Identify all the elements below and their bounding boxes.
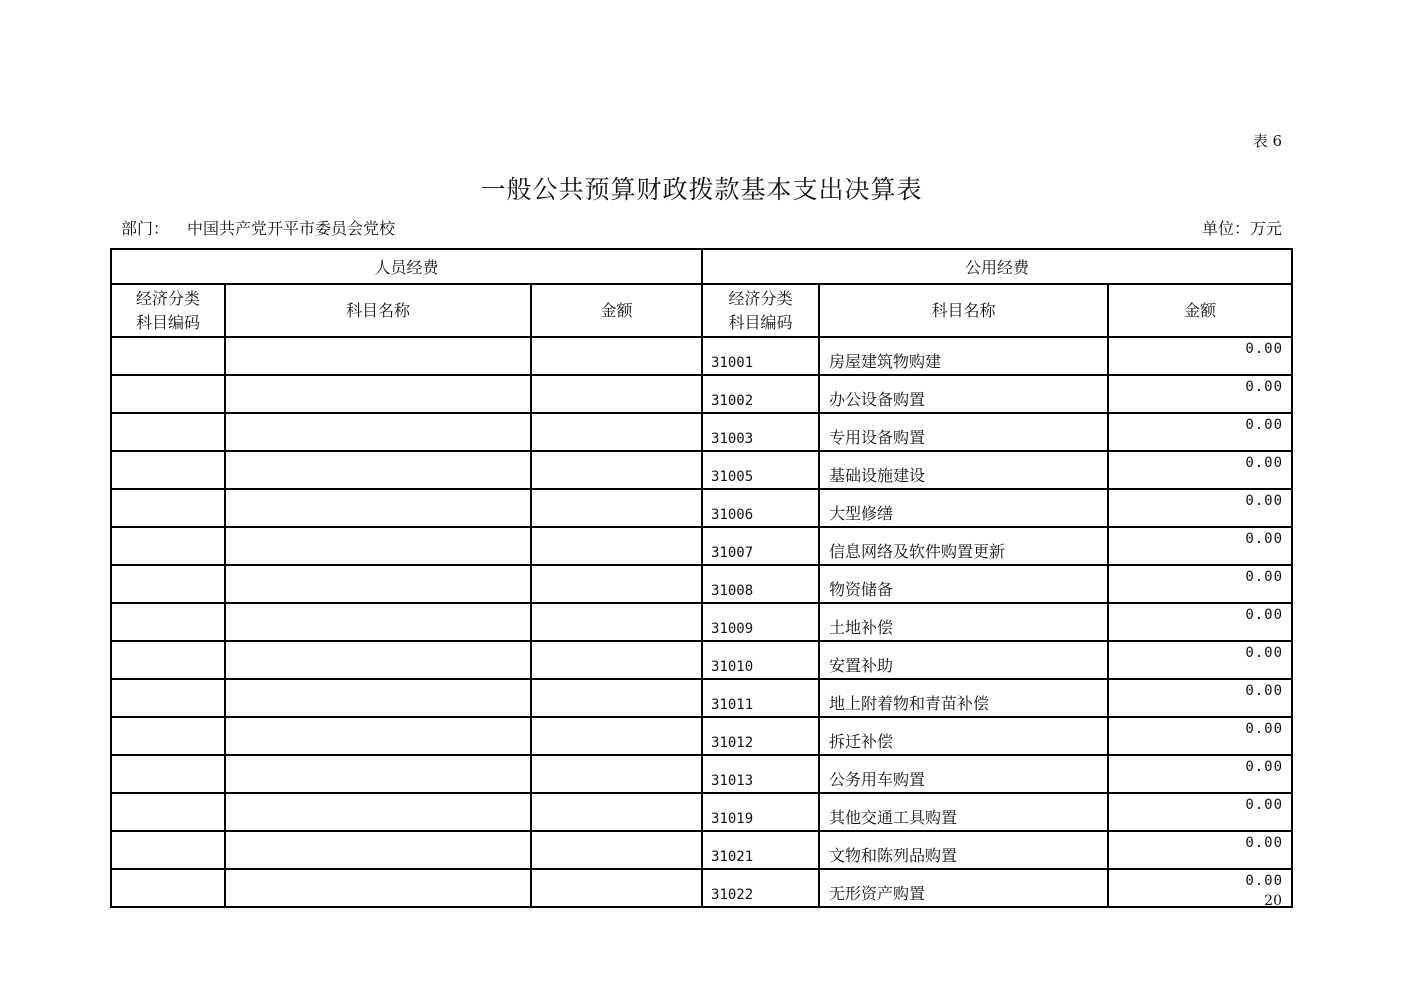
personnel-code-cell xyxy=(111,489,225,527)
public-name-cell: 公务用车购置 xyxy=(819,755,1108,793)
personnel-amount-cell xyxy=(531,831,702,869)
personnel-code-cell xyxy=(111,717,225,755)
page-title: 一般公共预算财政拨款基本支出决算表 xyxy=(480,175,923,204)
personnel-amount-cell xyxy=(531,451,702,489)
public-amount-cell: 0.00 xyxy=(1108,679,1292,717)
public-name-cell: 安置补助 xyxy=(819,641,1108,679)
personnel-amount-cell xyxy=(531,413,702,451)
personnel-code-cell xyxy=(111,565,225,603)
table-row xyxy=(111,413,1292,451)
public-amount-cell: 0.00 xyxy=(1108,375,1292,413)
unit-label: 单位：万元 xyxy=(1201,219,1282,238)
public-name-cell: 房屋建筑物购建 xyxy=(819,337,1108,375)
public-code-cell: 31006 xyxy=(702,489,819,527)
personnel-name-cell xyxy=(225,603,531,641)
public-amount-cell: 0.00 xyxy=(1108,489,1292,527)
public-name-cell: 其他交通工具购置 xyxy=(819,793,1108,831)
personnel-name-cell xyxy=(225,375,531,413)
personnel-name-cell xyxy=(225,755,531,793)
personnel-name-cell xyxy=(225,641,531,679)
public-code-cell: 31001 xyxy=(702,337,819,375)
public-amount-cell: 0.00 xyxy=(1108,413,1292,451)
public-name-cell: 大型修缮 xyxy=(819,489,1108,527)
public-name-cell: 地上附着物和青苗补偿 xyxy=(819,679,1108,717)
public-code-cell: 31022 xyxy=(702,869,819,907)
public-amount-cell: 0.00 xyxy=(1108,641,1292,679)
public-amount-cell: 0.00 xyxy=(1108,527,1292,565)
personnel-code-cell xyxy=(111,337,225,375)
personnel-amount-cell xyxy=(531,489,702,527)
table-row xyxy=(111,869,1292,907)
personnel-amount-cell xyxy=(531,755,702,793)
personnel-name-cell xyxy=(225,565,531,603)
personnel-name-cell xyxy=(225,527,531,565)
personnel-code-cell xyxy=(111,641,225,679)
table-row xyxy=(111,755,1292,793)
personnel-name-cell xyxy=(225,831,531,869)
public-amount-cell: 0.00 xyxy=(1108,337,1292,375)
personnel-code-cell xyxy=(111,679,225,717)
personnel-amount-cell xyxy=(531,375,702,413)
expenditure-table xyxy=(110,248,1293,908)
public-name-cell: 办公设备购置 xyxy=(819,375,1108,413)
personnel-code-cell xyxy=(111,793,225,831)
personnel-amount-cell xyxy=(531,565,702,603)
public-name-cell: 基础设施建设 xyxy=(819,451,1108,489)
public-code-cell: 31002 xyxy=(702,375,819,413)
table-row xyxy=(111,793,1292,831)
public-name-cell: 文物和陈列品购置 xyxy=(819,831,1108,869)
personnel-code-cell xyxy=(111,413,225,451)
public-name-cell: 无形资产购置 xyxy=(819,869,1108,907)
table-number: 表 6 xyxy=(1252,132,1282,150)
public-code-cell: 31012 xyxy=(702,717,819,755)
personnel-code-cell xyxy=(111,451,225,489)
personnel-amount-cell xyxy=(531,793,702,831)
public-amount-cell: 0.00 xyxy=(1108,793,1292,831)
header-public-name: 科目名称 xyxy=(819,284,1108,337)
table-row xyxy=(111,489,1292,527)
group-personnel: 人员经费 xyxy=(111,249,702,284)
public-code-cell: 31009 xyxy=(702,603,819,641)
public-name-cell: 物资储备 xyxy=(819,565,1108,603)
public-name-cell: 土地补偿 xyxy=(819,603,1108,641)
personnel-amount-cell xyxy=(531,603,702,641)
public-code-cell: 31019 xyxy=(702,793,819,831)
personnel-name-cell xyxy=(225,413,531,451)
column-header-row xyxy=(111,284,1292,337)
public-code-cell: 31021 xyxy=(702,831,819,869)
public-code-cell: 31007 xyxy=(702,527,819,565)
table-row xyxy=(111,641,1292,679)
public-amount-cell: 0.00 xyxy=(1108,869,1292,907)
personnel-name-cell xyxy=(225,451,531,489)
public-amount-cell: 0.00 xyxy=(1108,451,1292,489)
public-amount-cell: 0.00 xyxy=(1108,603,1292,641)
personnel-code-cell xyxy=(111,603,225,641)
table-row xyxy=(111,337,1292,375)
personnel-code-cell xyxy=(111,755,225,793)
table-row xyxy=(111,565,1292,603)
public-amount-cell: 0.00 xyxy=(1108,831,1292,869)
public-code-cell: 31010 xyxy=(702,641,819,679)
department-label: 部门： xyxy=(121,219,170,238)
public-amount-cell: 0.00 xyxy=(1108,717,1292,755)
personnel-name-cell xyxy=(225,717,531,755)
personnel-amount-cell xyxy=(531,337,702,375)
department-line xyxy=(121,216,395,239)
public-amount-cell: 0.00 xyxy=(1108,565,1292,603)
personnel-name-cell xyxy=(225,337,531,375)
personnel-code-cell xyxy=(111,527,225,565)
personnel-code-cell xyxy=(111,375,225,413)
personnel-amount-cell xyxy=(531,869,702,907)
personnel-code-cell xyxy=(111,869,225,907)
personnel-name-cell xyxy=(225,869,531,907)
table-row xyxy=(111,451,1292,489)
table-row xyxy=(111,679,1292,717)
public-code-cell: 31008 xyxy=(702,565,819,603)
header-public-code: 经济分类 科目编码 xyxy=(702,284,819,337)
personnel-name-cell xyxy=(225,793,531,831)
header-public-amount: 金额 xyxy=(1108,284,1292,337)
public-name-cell: 专用设备购置 xyxy=(819,413,1108,451)
personnel-amount-cell xyxy=(531,527,702,565)
public-code-cell: 31003 xyxy=(702,413,819,451)
table-row xyxy=(111,831,1292,869)
personnel-code-cell xyxy=(111,831,225,869)
public-amount-cell: 0.00 xyxy=(1108,755,1292,793)
header-personnel-amount: 金额 xyxy=(531,284,702,337)
header-personnel-name: 科目名称 xyxy=(225,284,531,337)
group-public: 公用经费 xyxy=(702,249,1292,284)
public-name-cell: 信息网络及软件购置更新 xyxy=(819,527,1108,565)
public-code-cell: 31013 xyxy=(702,755,819,793)
personnel-name-cell xyxy=(225,489,531,527)
personnel-amount-cell xyxy=(531,641,702,679)
public-code-cell: 31005 xyxy=(702,451,819,489)
personnel-amount-cell xyxy=(531,717,702,755)
personnel-name-cell xyxy=(225,679,531,717)
table-row xyxy=(111,603,1292,641)
table-row xyxy=(111,527,1292,565)
personnel-amount-cell xyxy=(531,679,702,717)
public-code-cell: 31011 xyxy=(702,679,819,717)
public-name-cell: 拆迁补偿 xyxy=(819,717,1108,755)
page-number: 20 xyxy=(1264,893,1282,909)
table-row xyxy=(111,375,1292,413)
header-personnel-code: 经济分类 科目编码 xyxy=(111,284,225,337)
group-header-row xyxy=(111,249,1292,284)
department-name: 中国共产党开平市委员会党校 xyxy=(187,219,396,238)
table-row xyxy=(111,717,1292,755)
